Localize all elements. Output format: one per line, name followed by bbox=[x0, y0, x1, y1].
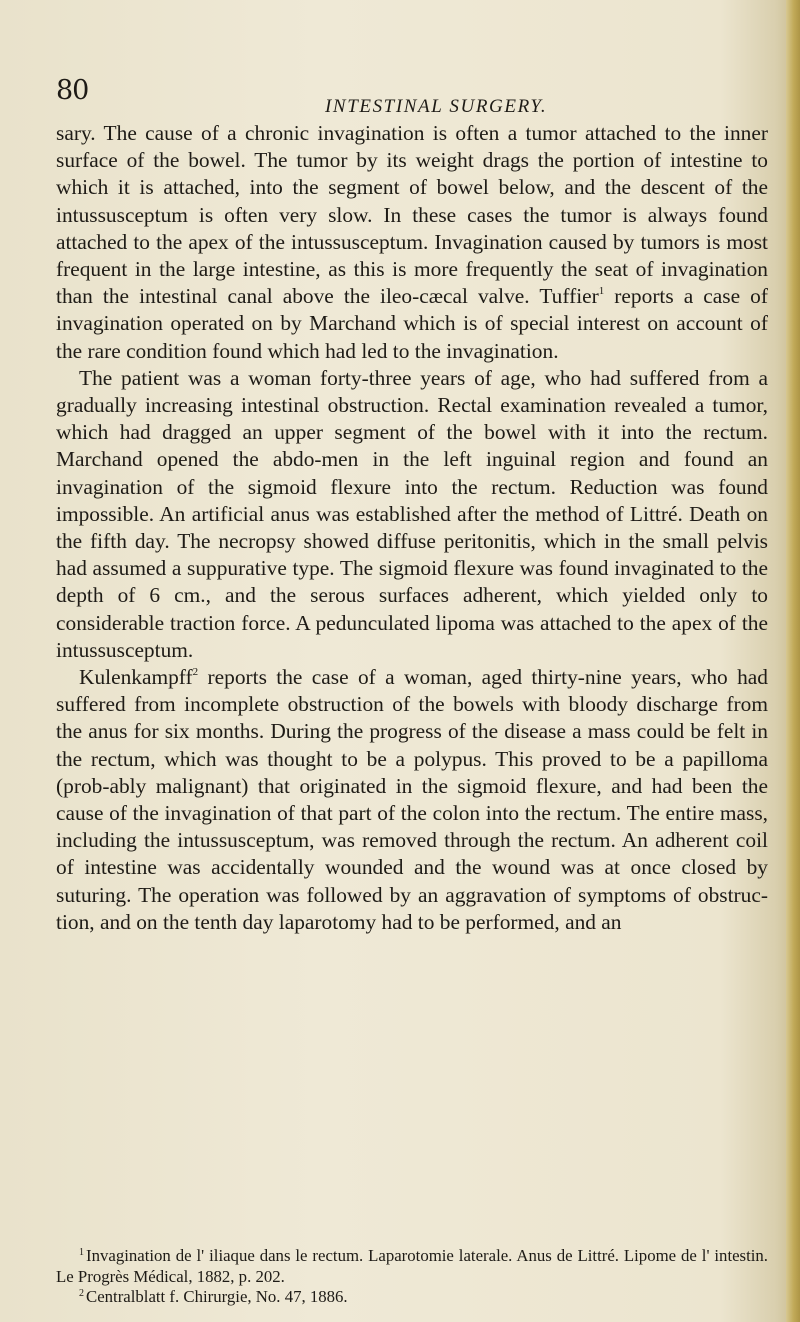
paragraph-3-text: Kulenkampff bbox=[79, 665, 193, 690]
footnote-1 bbox=[56, 1246, 768, 1287]
footnote-2-text: Centralblatt f. Chirurgie, No. 47, 1886. bbox=[86, 1287, 348, 1306]
paragraph-1-text-cont: reports a case of invagination operated on by Marchand which is of special interest on account of the rare condition found which had led to the invagination. bbox=[56, 284, 768, 363]
running-title: INTESTINAL SURGERY. bbox=[325, 96, 548, 117]
paragraph-3 bbox=[56, 664, 768, 936]
footnote-2 bbox=[56, 1287, 768, 1308]
paragraph-1-text: sary. The cause of a chronic invagination is often a tumor attached to the inner surface of the bowel. The tumor by its weight drags the portion of intestine to which it is attached, into the segment of bowel below, and the descent of the intussusceptum is often very slow. In these cases the tumor is always found attached to the apex of the intussusceptum. Invagination caused by tumors is most frequent in the large intestine, as this is more frequently the seat of invagination than the intestinal canal above the ileo-cæcal valve. Tuffier bbox=[56, 121, 768, 309]
paragraph-2: The patient was a woman forty-three years of age, who had suffered from a gradually increasing intestinal obstruction. Rectal examination revealed a tumor, which had dragged an upper segment of the bowel with it into the rectum. Marchand opened the abdo-men in the left inguinal region and found an invagination of the sigmoid flexure into the rectum. Reduction was found impossible. An artificial anus was established after the method of Littré. Death on the fifth day. The necropsy showed diffuse peritonitis, which in the small pelvis had assumed a suppurative type. The sigmoid flexure was found invaginated to the depth of 6 cm., and the serous surfaces adherent, which yielded only to considerable traction force. A pedunculated lipoma was attached to the apex of the intussusceptum. bbox=[56, 365, 768, 662]
paragraph-3-text-cont: reports the case of a woman, aged thirty-nine years, who had suffered from incomplete obstruction of the bowels with bloody discharge from the anus for six months. During the progress of the disease a mass could be felt in the rectum, which was thought to be a polypus. This proved to be a papilloma (prob-ably malignant) that originated in the sigmoid flexure, and had been the cause of the invagination of that part of the colon into the rectum. The entire mass, including the intussusceptum, was removed through the rectum. An adherent coil of intestine was accidentally wounded and the wound was at once closed by suturing. The operation was followed by an aggravation of symptoms of obstruc-tion, and on the tenth day laparotomy had to be performed, and an bbox=[56, 665, 768, 934]
footnote-1-mark: 1 bbox=[79, 1247, 84, 1258]
paragraph-1 bbox=[56, 120, 768, 365]
body-text bbox=[56, 120, 768, 936]
footnotes bbox=[56, 1246, 768, 1308]
footnote-ref-2: 2 bbox=[192, 666, 199, 679]
page-number: 80 bbox=[56, 75, 89, 106]
page-edge bbox=[786, 0, 800, 1322]
footnote-2-mark: 2 bbox=[79, 1288, 84, 1299]
footnote-1-text: Invagination de l' iliaque dans le rectum. Laparotomie laterale. Anus de Littré. Lipome de l' intestin. Le Progrès Médical, 1882, p. 202. bbox=[56, 1246, 768, 1286]
footnote-ref-1: 1 bbox=[598, 285, 605, 298]
